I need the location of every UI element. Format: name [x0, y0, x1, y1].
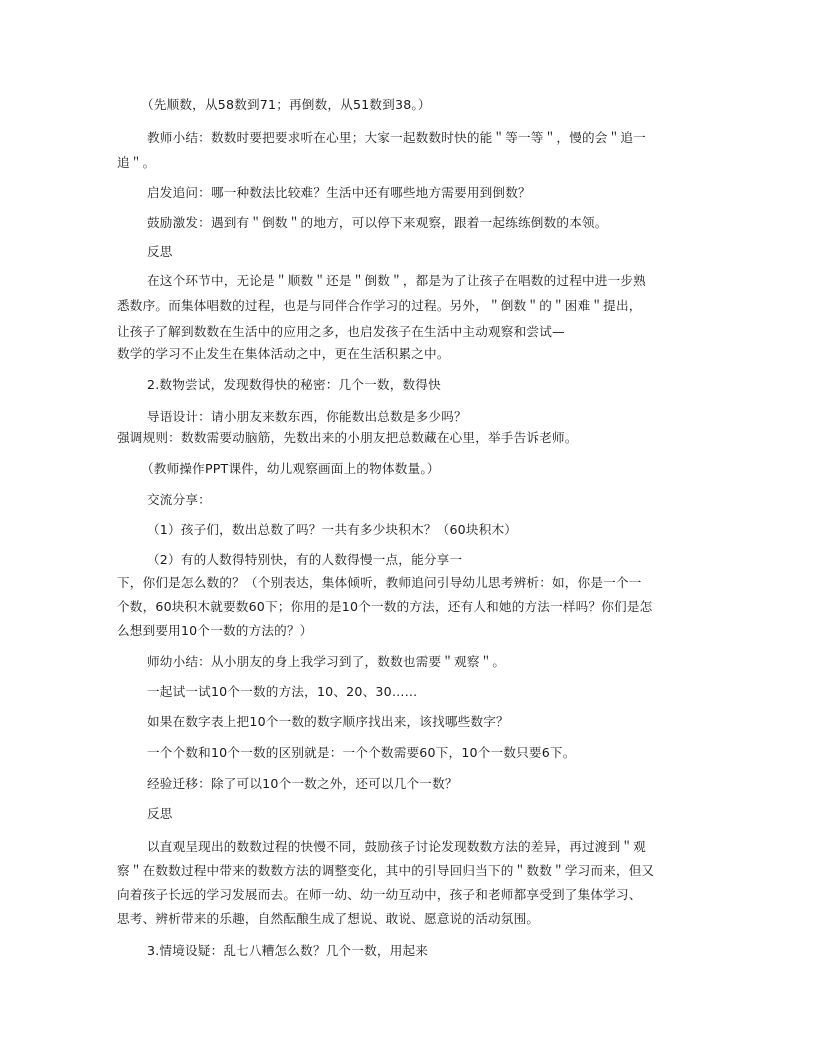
- text-line: 悉数序。而集体唱数的过程，也是与同伴合作学习的过程。另外，＂倒数＂的＂困难＂提出，: [117, 298, 642, 313]
- text-line: 交流分享：: [147, 492, 211, 507]
- text-line: 在这个环节中，无论是＂顺数＂还是＂倒数＂，都是为了让孩子在唱数的过程中进一步熟: [147, 273, 646, 288]
- text-line: 下，你们是怎么数的？（个别表达，集体倾听，教师追问引导幼儿思考辨析：如，你是一个一: [117, 575, 642, 590]
- text-line: （教师操作PPT课件，幼儿观察画面上的物体数量。）: [141, 461, 440, 476]
- text-line: 么想到要用10个一数的方法的？）: [117, 623, 313, 638]
- text-line: 导语设计：请小朋友来数东西，你能数出总数是多少吗？: [147, 409, 467, 424]
- text-line: 启发追问：哪一种数法比较难？生活中还有哪些地方需要用到倒数？: [147, 185, 531, 200]
- text-line: 向着孩子长远的学习发展而去。在师一幼、幼一幼互动中，孩子和老师都享受到了集体学习、: [117, 887, 642, 902]
- text-line: （先顺数，从58数到71；再倒数，从51数到38。）: [141, 97, 431, 112]
- text-line: 个数，60块积木就要数60下；你用的是10个一数的方法，还有人和她的方法一样吗？你们是怎: [117, 599, 653, 614]
- text-line: 师幼小结：从小朋友的身上我学习到了，数数也需要＂观察＂。: [147, 654, 506, 669]
- text-line: 教师小结：数数时要把要求听在心里；大家一起数数时快的能＂等一等＂，慢的会＂追一: [147, 130, 646, 145]
- text-line: 鼓励激发：遇到有＂倒数＂的地方，可以停下来观察，跟着一起练练倒数的本领。: [147, 215, 608, 230]
- text-line: 思考、辨析带来的乐趣，自然酝酿生成了想说、敢说、愿意说的活动氛围。: [117, 911, 540, 926]
- text-line: （2）有的人数得特别快，有的人数得慢一点，能分享一: [147, 552, 463, 567]
- section-heading: 3.情境设疑：乱七八糟怎么数？几个一数，用起来: [147, 943, 429, 958]
- section-heading: 反思: [147, 244, 173, 259]
- text-line: 经验迁移：除了可以10个一数之外，还可以几个一数？: [147, 776, 458, 791]
- text-line: 数学的学习不止发生在集体活动之中，更在生活积累之中。: [117, 346, 450, 361]
- text-line: 以直观呈现出的数数过程的快慢不同，鼓励孩子讨论发现数数方法的差异，再过渡到＂观: [147, 839, 646, 854]
- section-heading: 反思: [147, 806, 173, 821]
- text-line: 如果在数字表上把10个一数的数字顺序找出来，该找哪些数字？: [147, 714, 509, 729]
- text-line: 追＂。: [117, 155, 156, 170]
- text-line: 一个个数和10个一数的区别就是：一个个数需要60下，10个一数只要6下。: [147, 745, 576, 760]
- section-heading: 2.数物尝试，发现数得快的秘密：几个一数，数得快: [147, 377, 441, 392]
- text-line: 一起试一试10个一数的方法，10、20、30……: [147, 684, 418, 699]
- text-line: 察＂在数数过程中带来的数数方法的调整变化，其中的引导回归当下的＂数数＂学习而来，但又: [117, 863, 655, 878]
- text-line: 强调规则：数数需要动脑筋，先数出来的小朋友把总数藏在心里，举手告诉老师。: [117, 430, 578, 445]
- text-line: （1）孩子们，数出总数了吗？一共有多少块积木？（60块积木）: [147, 522, 518, 537]
- text-line: 让孩子了解到数数在生活中的应用之多，也启发孩子在生活中主动观察和尝试—: [117, 324, 565, 339]
